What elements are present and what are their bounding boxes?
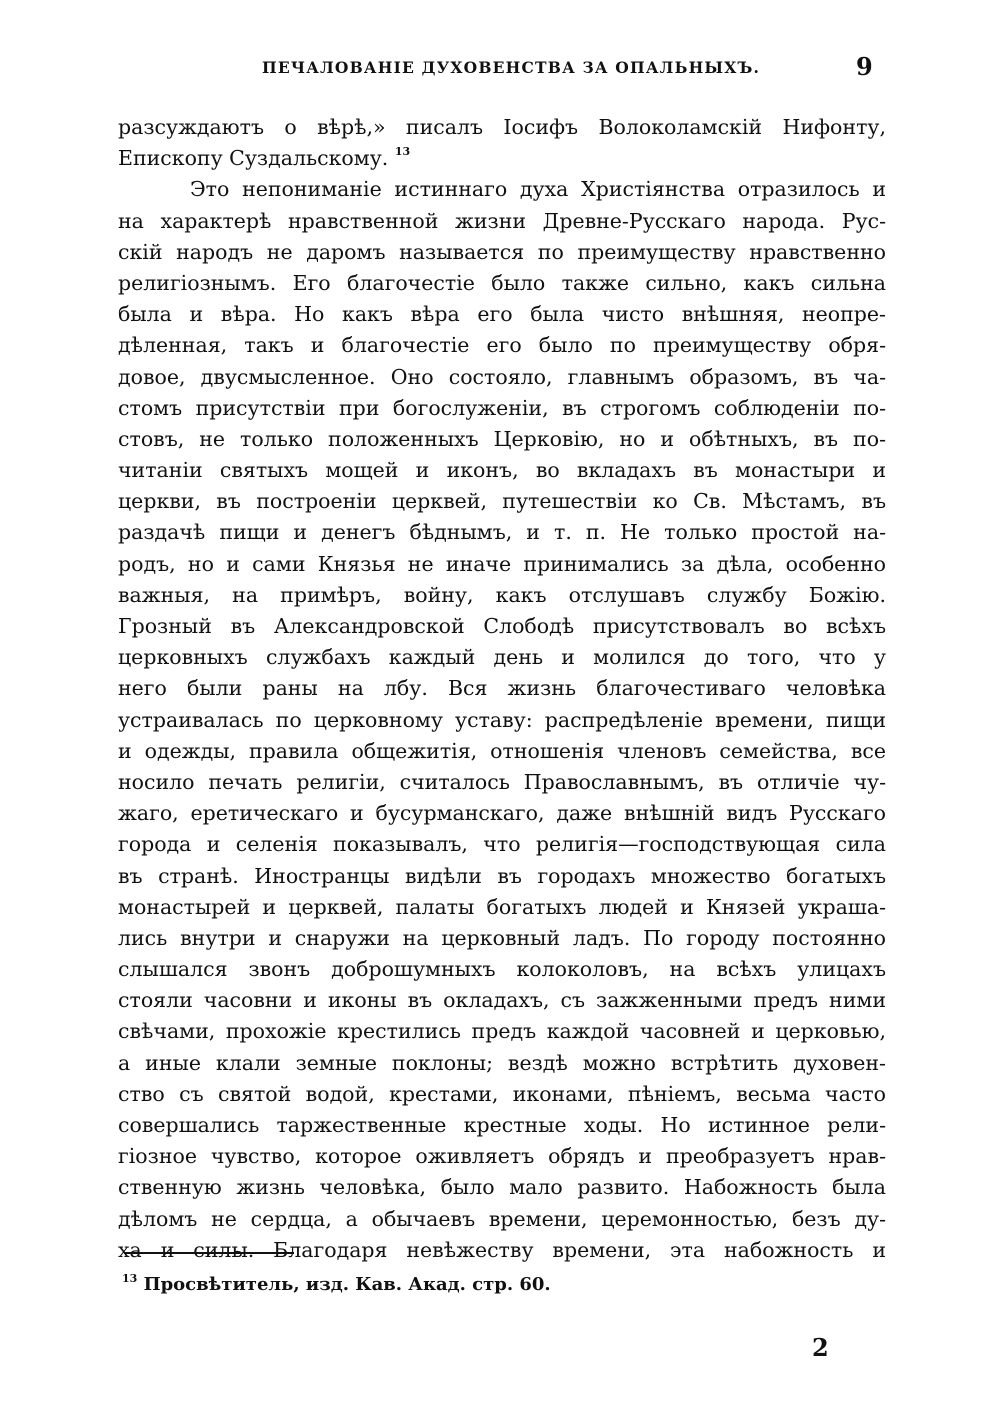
footnote-number: 13 [122,1272,138,1285]
text-line: свѣчами, прохожіе крестились предъ каждой часовней и церковью, [118,1019,886,1044]
text-line: города и селенія показывалъ, что религія—господствующая сила [118,832,886,857]
text-line: стовъ, не только положенныхъ Церковію, но и обѣтныхъ, въ по- [118,426,886,451]
footnote-text: Просвѣтитель, изд. Кав. Акад. стр. 60. [143,1274,551,1295]
text-line: лись внутри и снаружи на церковный ладъ. По городу постоянно [118,925,886,950]
text-line: дѣломъ не сердца, а обычаевъ времени, церемонностью, безъ ду- [118,1206,886,1231]
text-line: въ странѣ. Иностранцы видѣли въ городахъ множество богатыхъ [118,863,886,888]
text-line: раздачѣ пищи и денегъ бѣднымъ, и т. п. Не только простой на- [118,520,886,545]
text-line: и одежды, правила общежитія, отношенія членовъ семейства, все [118,738,886,763]
text-line: довое, двусмысленное. Оно состояло, главнымъ образомъ, въ ча- [118,364,886,389]
text-line: религіознымъ. Его благочестіе было также сильно, какъ сильна [118,270,886,295]
text-line: читаніи святыхъ мощей и иконъ, во вкладахъ въ монастыри и [118,458,886,483]
text-line: него были раны на лбу. Вся жизнь благочестиваго человѣка [118,676,886,701]
text-line: а иные клали земные поклоны; вездѣ можно встрѣтить духовен- [118,1050,886,1075]
text-line: церковныхъ службахъ каждый день и молился до того, что у [118,645,886,670]
text-line: устраивалась по церковному уставу: распредѣленіе времени, пищи [118,707,886,732]
running-head: ПЕЧАЛОВАНІЕ ДУХОВЕНСТВА ЗА ОПАЛЬНЫХЪ. [262,58,761,77]
text-line: родъ, но и сами Князья не иначе принимались за дѣла, особенно [118,551,886,576]
text-line: слышался звонъ доброшумныхъ колоколовъ, на всѣхъ улицахъ [118,957,886,982]
text-line: на характерѣ нравственной жизни Древне-Русскаго народа. Рус- [118,208,886,233]
text-line: разсуждаютъ о вѣрѣ,» писалъ Іосифъ Волоколамскій Нифонту, [118,115,886,139]
footnote-ref: 13 [394,145,411,159]
text-line: дѣленная, такъ и благочестіе его было по преимуществу обря- [118,333,886,358]
text-line: скій народъ не даромъ называется по преимуществу нравственно [118,239,886,264]
text-line: гіозное чувство, которое оживляетъ обрядъ и преобразуетъ нрав- [118,1144,886,1169]
body-text [118,112,886,1266]
text-line: Грозный въ Александровской Слободѣ присутствовалъ во всѣхъ [118,614,886,638]
footnote [122,1274,551,1295]
text-line-content: Епископу Суздальскому. [118,146,389,171]
text-line: важныя, на примѣръ, войну, какъ отслушавъ службу Божію. [118,582,886,607]
page-number: 9 [856,52,873,81]
text-line: носило печать религіи, считалось Православнымъ, въ отличіе чу- [118,769,886,794]
text-line: ственную жизнь человѣка, было мало развито. Набожность была [118,1175,886,1200]
text-line: ха и силы. Благодаря невѣжеству времени, эта набожность и [118,1237,886,1262]
text-line: Это непониманіе истиннаго духа Христіянства отразилось и [190,177,886,202]
signature-mark: 2 [812,1333,829,1362]
text-line: совершались таржественные крестные ходы. Но истинное рели- [118,1113,886,1137]
text-line: была и вѣра. Но какъ вѣра его была чисто внѣшняя, неопре- [118,302,886,327]
text-line: стояли часовни и иконы въ окладахъ, съ зажженными предъ ними [118,988,886,1013]
text-line: жаго, еретическаго и бусурманскаго, даже внѣшній видъ Русскаго [118,801,886,826]
text-line: ство съ святой водой, крестами, иконами, пѣніемъ, весьма часто [118,1081,886,1106]
text-line: монастырей и церквей, палаты богатыхъ людей и Князей украша- [118,894,886,919]
text-line [118,143,886,174]
text-line: церкви, въ построеніи церквей, путешествіи ко Св. Мѣстамъ, въ [118,489,886,514]
text-line: стомъ присутствіи при богослуженіи, въ строгомъ соблюденіи по- [118,395,886,420]
footnote-divider [124,1252,294,1254]
